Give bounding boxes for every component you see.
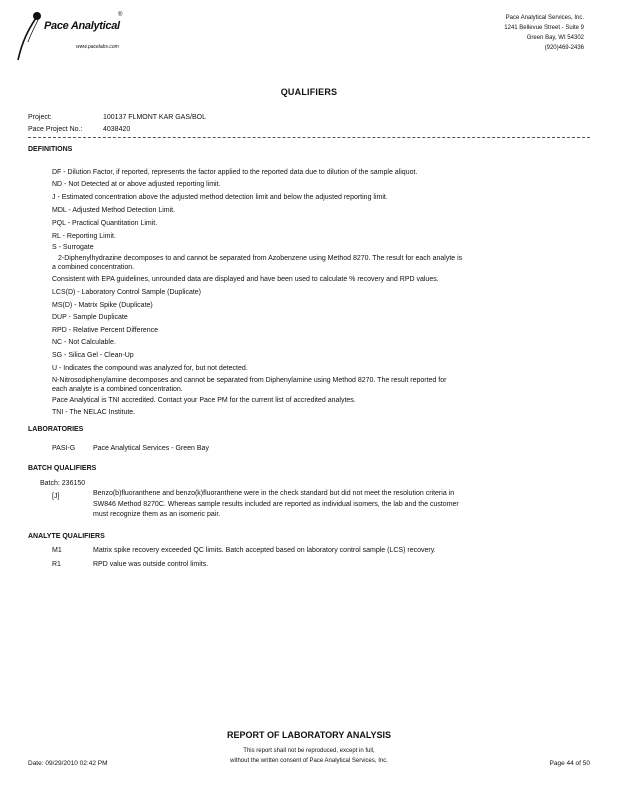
laboratories-heading: LABORATORIES <box>28 426 84 433</box>
page-title: QUALIFIERS <box>280 87 338 97</box>
pace-project-value: 4038420 <box>103 126 131 133</box>
definition-item: S - Surrogate <box>52 244 94 251</box>
definition-item: N-Nitrosodiphenylamine decomposes and cannot be separated from Diphenylamine using Method 8270. The result reported for <box>52 377 447 384</box>
definitions-heading: DEFINITIONS <box>28 146 73 153</box>
address-company: Pace Analytical Services, Inc. <box>505 15 584 21</box>
logo-text: Pace Analytical <box>44 20 120 32</box>
definition-item: DF - Dilution Factor, if reported, represents the factor applied to the reported data due to dilution of the sample aliquot. <box>52 169 418 176</box>
definition-item: PQL - Practical Quantitation Limit. <box>52 220 158 227</box>
definition-item: LCS(D) - Laboratory Control Sample (Duplicate) <box>52 289 201 296</box>
definition-item: RPD - Relative Percent Difference <box>52 327 159 334</box>
logo-url: www.pacelabs.com <box>76 44 119 50</box>
footer-title: REPORT OF LABORATORY ANALYSIS <box>226 730 392 740</box>
address-phone: (920)469-2436 <box>544 45 584 51</box>
analyte-qualifier-text: Matrix spike recovery exceeded QC limits. Batch accepted based on laboratory control sample (LCS) recovery. <box>93 547 436 554</box>
footer-notice: without the written consent of Pace Analytical Services, Inc. <box>230 758 388 764</box>
definition-item: DUP - Sample Duplicate <box>52 314 128 321</box>
analyte-qualifier-text: RPD value was outside control limits. <box>93 561 209 568</box>
footer-page-number: Page 44 of 50 <box>549 760 590 767</box>
pace-project-label: Pace Project No.: <box>28 126 83 133</box>
batch-qualifier-text: SW846 Method 8270C. Whereas sample results included are reported as individual isomers, the lab and the customer <box>93 501 459 508</box>
logo-registered-mark: ® <box>118 12 123 18</box>
batch-label: Batch: 236150 <box>40 480 86 487</box>
definition-item: 2-Diphenylhydrazine decomposes to and cannot be separated from Azobenzene using Method 8270. The result for each analyte is <box>58 255 463 262</box>
definition-item: each analyte is a combined concentration. <box>52 386 183 393</box>
lab-name: Pace Analytical Services - Green Bay <box>93 445 209 452</box>
definition-item: J - Estimated concentration above the adjusted method detection limit and below the adjusted reporting limit. <box>52 194 388 201</box>
analyte-qualifier-code: M1 <box>52 547 62 554</box>
footer-notice: This report shall not be reproduced, except in full, <box>243 748 375 754</box>
pace-logo-swoosh-icon <box>14 8 74 68</box>
definition-item: TNI - The NELAC Institute. <box>52 409 136 416</box>
definition-item: MDL - Adjusted Method Detection Limit. <box>52 207 176 214</box>
batch-qualifiers-heading: BATCH QUALIFIERS <box>28 465 97 472</box>
definition-item: SG - Silica Gel - Clean-Up <box>52 352 134 359</box>
definition-item: Consistent with EPA guidelines, unrounded data are displayed and have been used to calculate % recovery and RPD values. <box>52 276 439 283</box>
footer-date: Date: 09/29/2010 02:42 PM <box>28 760 108 767</box>
definition-item: MS(D) - Matrix Spike (Duplicate) <box>52 302 153 309</box>
divider <box>28 137 590 138</box>
definition-item: NC - Not Calculable. <box>52 339 116 346</box>
batch-qualifier-code: [J] <box>52 493 60 500</box>
project-value: 100137 FLMONT KAR GAS/BOL <box>103 114 206 121</box>
definition-item: RL - Reporting Limit. <box>52 233 116 240</box>
batch-qualifier-text: Benzo(b)fluoranthene and benzo(k)fluoranthene were in the check standard but did not meet the resolution criteria in <box>93 490 455 497</box>
analyte-qualifier-code: R1 <box>52 561 61 568</box>
analyte-qualifiers-heading: ANALYTE QUALIFIERS <box>28 533 105 540</box>
lab-code: PASI-G <box>52 445 76 452</box>
definition-item: ND - Not Detected at or above adjusted reporting limit. <box>52 181 221 188</box>
batch-qualifier-text: must recognize them as an isomeric pair. <box>93 511 221 518</box>
definition-item: U - Indicates the compound was analyzed for, but not detected. <box>52 365 248 372</box>
address-city: Green Bay, WI 54302 <box>526 35 584 41</box>
address-street: 1241 Bellevue Street - Suite 9 <box>504 25 584 31</box>
definition-item: Pace Analytical is TNI accredited. Contact your Pace PM for the current list of accredited analytes. <box>52 397 356 404</box>
project-label: Project: <box>28 114 52 121</box>
definition-item: a combined concentration. <box>52 264 135 271</box>
